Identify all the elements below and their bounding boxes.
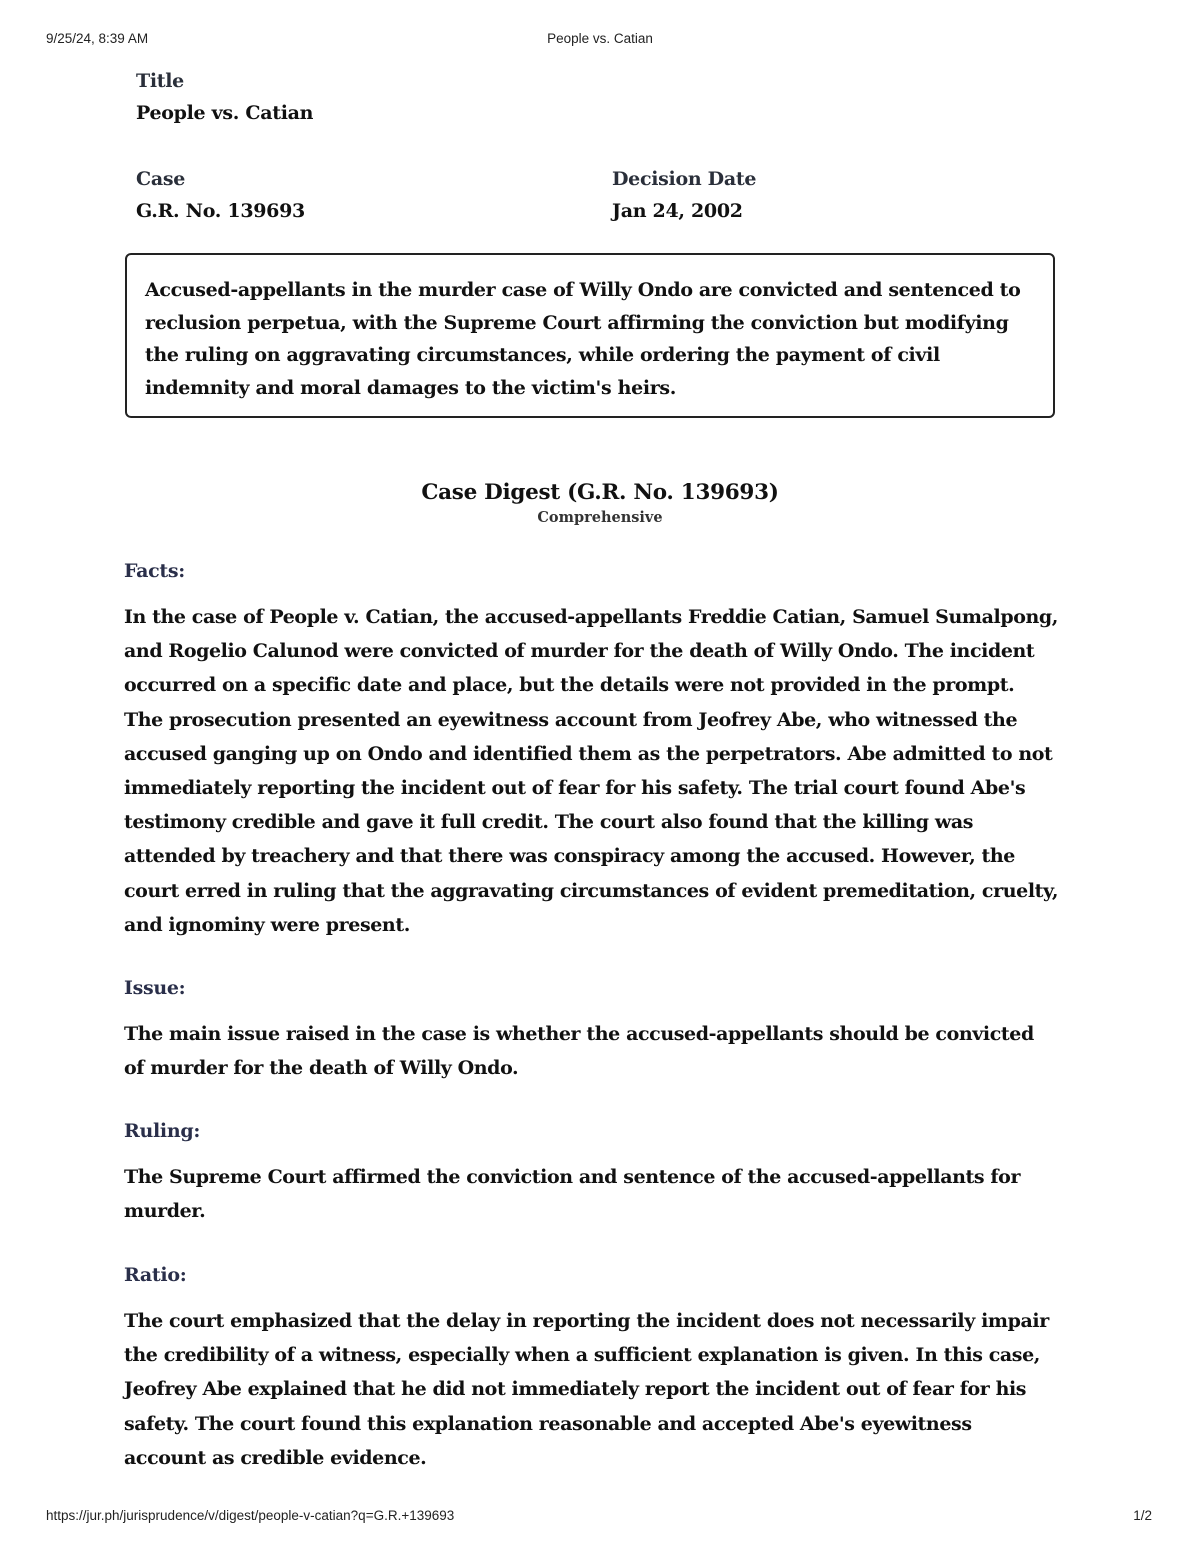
decision-date-block [612,168,756,222]
title-value: People vs. Catian [136,102,314,124]
print-footer [0,1508,1200,1526]
digest-heading [0,480,1200,526]
digest-subtitle: Comprehensive [537,509,663,526]
title-block [136,70,313,124]
print-page-number: 1/2 [1133,1508,1152,1523]
case-label: Case [136,168,186,190]
issue-label: Issue: [124,977,186,999]
title-label: Title [136,70,184,92]
case-block [136,168,305,222]
print-url: https://jur.ph/jurisprudence/v/digest/people-v-catian?q=G.R.+139693 [46,1508,455,1523]
ratio-label: Ratio: [124,1264,187,1286]
print-header [0,31,1200,49]
decision-date-label: Decision Date [612,168,757,190]
ruling-label: Ruling: [124,1120,201,1142]
facts-label: Facts: [124,560,186,582]
issue-text: The main issue raised in the case is whether the accused-appellants should be convicted of murder for the death of Willy Ondo. [124,1023,1034,1080]
print-page-title: People vs. Catian [547,31,653,46]
case-value: G.R. No. 139693 [136,200,305,222]
ruling-text: The Supreme Court affirmed the conviction and sentence of the accused-appellants for murder. [124,1166,1021,1223]
ratio-text: The court emphasized that the delay in reporting the incident does not necessarily impair the credibility of a witness, especially when a sufficient explanation is given. In this case, Jeofrey Abe explained that he did not immediately report the incident out of fear for his safety. The court found this explanation reasonable and accepted Abe's eyewitness account as credible evidence. [124,1310,1049,1469]
digest-title: Case Digest (G.R. No. 139693) [421,480,779,505]
summary-box [125,253,1055,418]
decision-date-value: Jan 24, 2002 [612,200,743,222]
summary-text: Accused-appellants in the murder case of Willy Ondo are convicted and sentenced to reclusion perpetua, with the Supreme Court affirming the conviction but modifying the ruling on aggravating circumstances, while ordering the payment of civil indemnity and moral damages to the victim's heirs. [145,279,1021,399]
print-datetime: 9/25/24, 8:39 AM [46,31,149,46]
facts-text: In the case of People v. Catian, the accused-appellants Freddie Catian, Samuel Sumalpong, and Rogelio Calunod were convicted of murder for the death of Willy Ondo. The incident occurred on a specific date and place, but the details were not provided in the prompt. The prosecution presented an eyewitness account from Jeofrey Abe, who witnessed the accused ganging up on Ondo and identified them as the perpetrators. Abe admitted to not immediately reporting the incident out of fear for his safety. The trial court found Abe's testimony credible and gave it full credit. The court also found that the killing was attended by treachery and that there was conspiracy among the accused. However, the court erred in ruling that the aggravating circumstances of evident premeditation, cruelty, and ignominy were present. [124,606,1059,936]
